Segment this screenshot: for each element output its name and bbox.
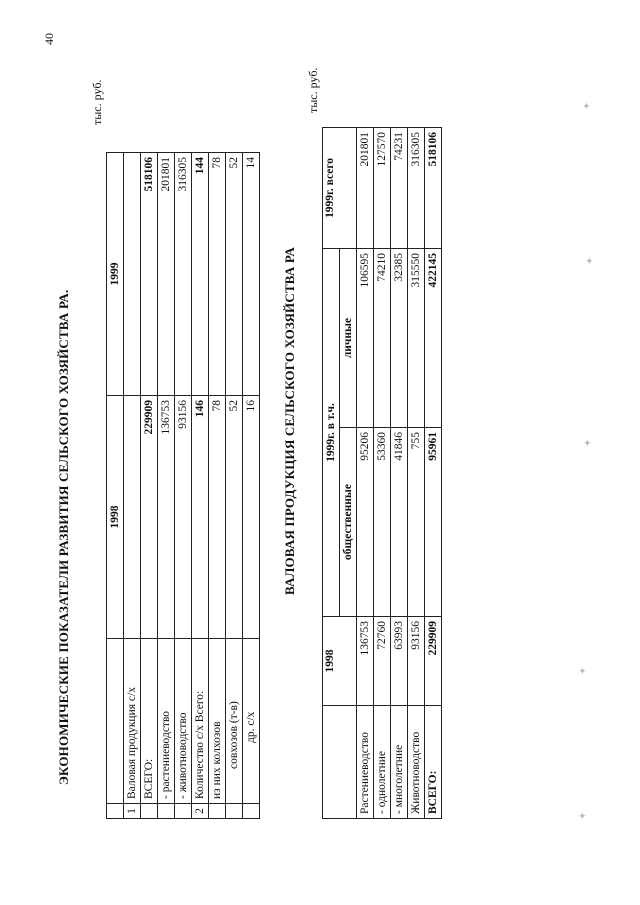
table-row xyxy=(175,153,192,819)
value-1998: 229909 xyxy=(425,617,442,706)
row-index xyxy=(141,804,158,819)
table-header-cell: личные xyxy=(340,249,357,428)
row-index: 1 xyxy=(124,804,141,819)
row-label: Количество с/х Всего: xyxy=(192,639,209,804)
table-row xyxy=(158,153,175,819)
row-label: Валовая продукция с/х xyxy=(124,639,141,804)
value-public: 95961 xyxy=(425,428,442,617)
row-label: Животноводство xyxy=(408,706,425,819)
row-label: ВСЕГО: xyxy=(425,706,442,819)
value-1999: 78 xyxy=(209,153,226,396)
row-label: - животноводство xyxy=(175,639,192,804)
value-1998: 93156 xyxy=(408,617,425,706)
value-1998: 16 xyxy=(243,396,260,639)
economic-indicators-table xyxy=(106,152,260,819)
table-row xyxy=(192,153,209,819)
table-header-cell: 1998 xyxy=(323,617,357,706)
scan-speck: ✦ xyxy=(585,256,596,265)
value-private: 32385 xyxy=(391,249,408,428)
value-1998: 146 xyxy=(192,396,209,639)
value-1999: 316305 xyxy=(175,153,192,396)
table-header-cell: 1999г. всего xyxy=(323,128,357,249)
value-1999 xyxy=(124,153,141,396)
scan-speck: ✦ xyxy=(582,101,593,110)
row-index xyxy=(175,804,192,819)
table-row xyxy=(391,128,408,819)
table-row xyxy=(124,153,141,819)
row-label: Растениеводство xyxy=(357,706,374,819)
table-row xyxy=(408,128,425,819)
value-1999: 144 xyxy=(192,153,209,396)
table-row xyxy=(357,128,374,819)
row-label: - растениеводство xyxy=(158,639,175,804)
row-label: др. с/х xyxy=(243,639,260,804)
value-private: 422145 xyxy=(425,249,442,428)
table-header-row xyxy=(107,153,124,819)
row-index xyxy=(209,804,226,819)
value-public: 755 xyxy=(408,428,425,617)
value-private: 74210 xyxy=(374,249,391,428)
value-1998 xyxy=(124,396,141,639)
value-1998: 229909 xyxy=(141,396,158,639)
value-total: 74231 xyxy=(391,128,408,249)
table-row xyxy=(243,153,260,819)
value-1998: 63993 xyxy=(391,617,408,706)
value-total: 316305 xyxy=(408,128,425,249)
value-public: 53360 xyxy=(374,428,391,617)
row-index: 2 xyxy=(192,804,209,819)
value-1998: 52 xyxy=(226,396,243,639)
row-index xyxy=(158,804,175,819)
table-header-cell: общественные xyxy=(340,428,357,617)
table-row xyxy=(209,153,226,819)
row-label: - многолетние xyxy=(391,706,408,819)
table-row xyxy=(425,128,442,819)
value-1999: 14 xyxy=(243,153,260,396)
gross-production-table xyxy=(322,127,442,819)
value-1998: 72760 xyxy=(374,617,391,706)
value-total: 127570 xyxy=(374,128,391,249)
table-header-cell xyxy=(107,639,124,804)
row-label: ВСЕГО: xyxy=(141,639,158,804)
table1-title: ЭКОНОМИЧЕСКИЕ ПОКАЗАТЕЛИ РАЗВИТИЯ СЕЛЬСКОГО ХОЗЯЙСТВА РА. xyxy=(56,289,71,785)
value-public: 95206 xyxy=(357,428,374,617)
value-public: 41846 xyxy=(391,428,408,617)
value-total: 201801 xyxy=(357,128,374,249)
value-1998: 93156 xyxy=(175,396,192,639)
row-label: - однолетние xyxy=(374,706,391,819)
value-1999: 201801 xyxy=(158,153,175,396)
table-header-cell xyxy=(323,706,357,819)
page-number: 40 xyxy=(42,33,56,45)
table-row xyxy=(141,153,158,819)
value-1998: 136753 xyxy=(158,396,175,639)
value-1998: 136753 xyxy=(357,617,374,706)
value-private: 106595 xyxy=(357,249,374,428)
row-index xyxy=(226,804,243,819)
row-index xyxy=(243,804,260,819)
table-header-cell xyxy=(107,804,124,819)
table-header-row xyxy=(323,128,340,819)
row-label: из них колхозов xyxy=(209,639,226,804)
row-label: совхозов (т-в) xyxy=(226,639,243,804)
table2-title: ВАЛОВАЯ ПРОДУКЦИЯ СЕЛЬСКОГО ХОЗЯЙСТВА РА xyxy=(282,247,297,595)
scan-speck: ✦ xyxy=(578,811,589,820)
table-header-cell: 1999 xyxy=(107,153,124,396)
scan-speck: ✦ xyxy=(578,666,589,675)
table-row xyxy=(374,128,391,819)
table2-unit: тыс. руб. xyxy=(306,67,320,113)
value-1999: 518106 xyxy=(141,153,158,396)
table-header-cell: 1999г. в т.ч. xyxy=(323,249,340,617)
value-1999: 52 xyxy=(226,153,243,396)
value-1998: 78 xyxy=(209,396,226,639)
value-total: 518106 xyxy=(425,128,442,249)
table1-unit: тыс. руб. xyxy=(90,79,104,125)
value-private: 315550 xyxy=(408,249,425,428)
scan-speck: ✦ xyxy=(583,438,594,447)
table-row xyxy=(226,153,243,819)
table-header-cell: 1998 xyxy=(107,396,124,639)
